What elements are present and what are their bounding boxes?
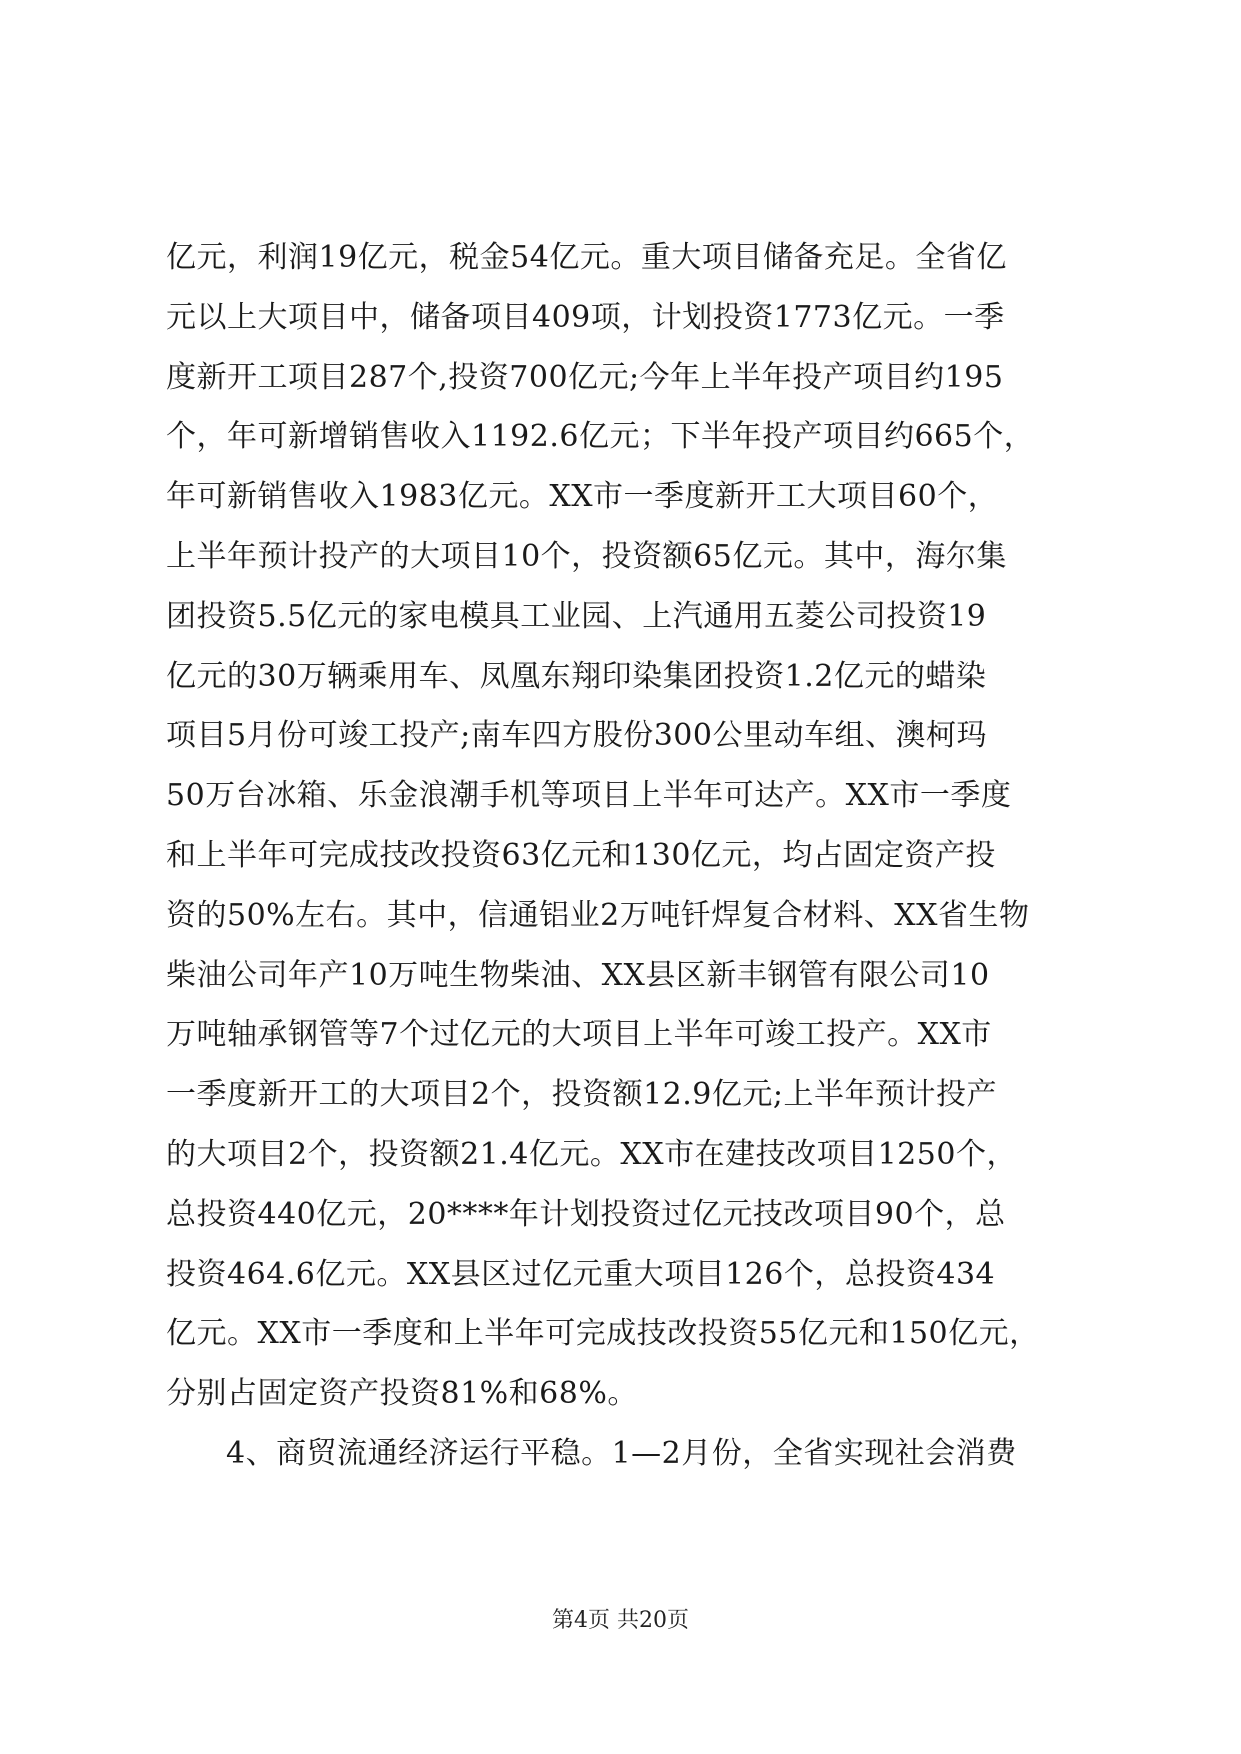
text-line: 柴油公司年产10万吨生物柴油、XX县区新丰钢管有限公司10 <box>166 957 990 993</box>
body-text <box>166 228 1081 1484</box>
page-number-footer: 第4页 共20页 <box>552 1608 689 1633</box>
text-line: 个，年可新增销售收入1192.6亿元；下半年投产项目约665个， <box>166 419 1035 455</box>
text-line: 总投资440亿元，20****年计划投资过亿元技改项目90个，总 <box>166 1196 1006 1232</box>
text-line: 分别占固定资产投资81%和68%。 <box>166 1376 638 1412</box>
text-line: 元以上大项目中，储备项目409项，计划投资1773亿元。一季 <box>166 299 1005 335</box>
text-line: 投资464.6亿元。XX县区过亿元重大项目126个，总投资434 <box>166 1256 996 1292</box>
text-line: 度新开工项目287个,投资700亿元;今年上半年投产项目约195 <box>166 359 1004 395</box>
text-line: 年可新销售收入1983亿元。XX市一季度新开工大项目60个， <box>166 479 999 515</box>
text-line: 亿元。XX市一季度和上半年可完成技改投资55亿元和150亿元， <box>166 1316 1040 1352</box>
text-line: 的大项目2个，投资额21.4亿元。XX市在建技改项目1250个， <box>166 1136 1017 1172</box>
text-line: 亿元的30万辆乘用车、凤凰东翔印染集团投资1.2亿元的蜡染 <box>166 658 987 694</box>
text-line: 资的50%左右。其中，信通铝业2万吨钎焊复合材料、XX省生物 <box>166 897 1030 933</box>
text-line: 万吨轴承钢管等7个过亿元的大项目上半年可竣工投产。XX市 <box>166 1017 992 1053</box>
text-line: 和上半年可完成技改投资63亿元和130亿元，均占固定资产投 <box>166 837 996 873</box>
text-line: 团投资5.5亿元的家电模具工业园、上汽通用五菱公司投资19 <box>166 598 987 634</box>
text-line: 上半年预计投产的大项目10个，投资额65亿元。其中，海尔集 <box>166 538 1007 574</box>
paragraph-start-line: 4、商贸流通经济运行平稳。1—2月份，全省实现社会消费 <box>226 1435 1017 1471</box>
text-line: 50万台冰箱、乐金浪潮手机等项目上半年可达产。XX市一季度 <box>166 778 1012 814</box>
text-line: 亿元，利润19亿元，税金54亿元。重大项目储备充足。全省亿 <box>166 240 1007 275</box>
text-line: 项目5月份可竣工投产;南车四方股份300公里动车组、澳柯玛 <box>166 718 987 754</box>
text-line: 一季度新开工的大项目2个，投资额12.9亿元;上半年预计投产 <box>166 1077 997 1113</box>
